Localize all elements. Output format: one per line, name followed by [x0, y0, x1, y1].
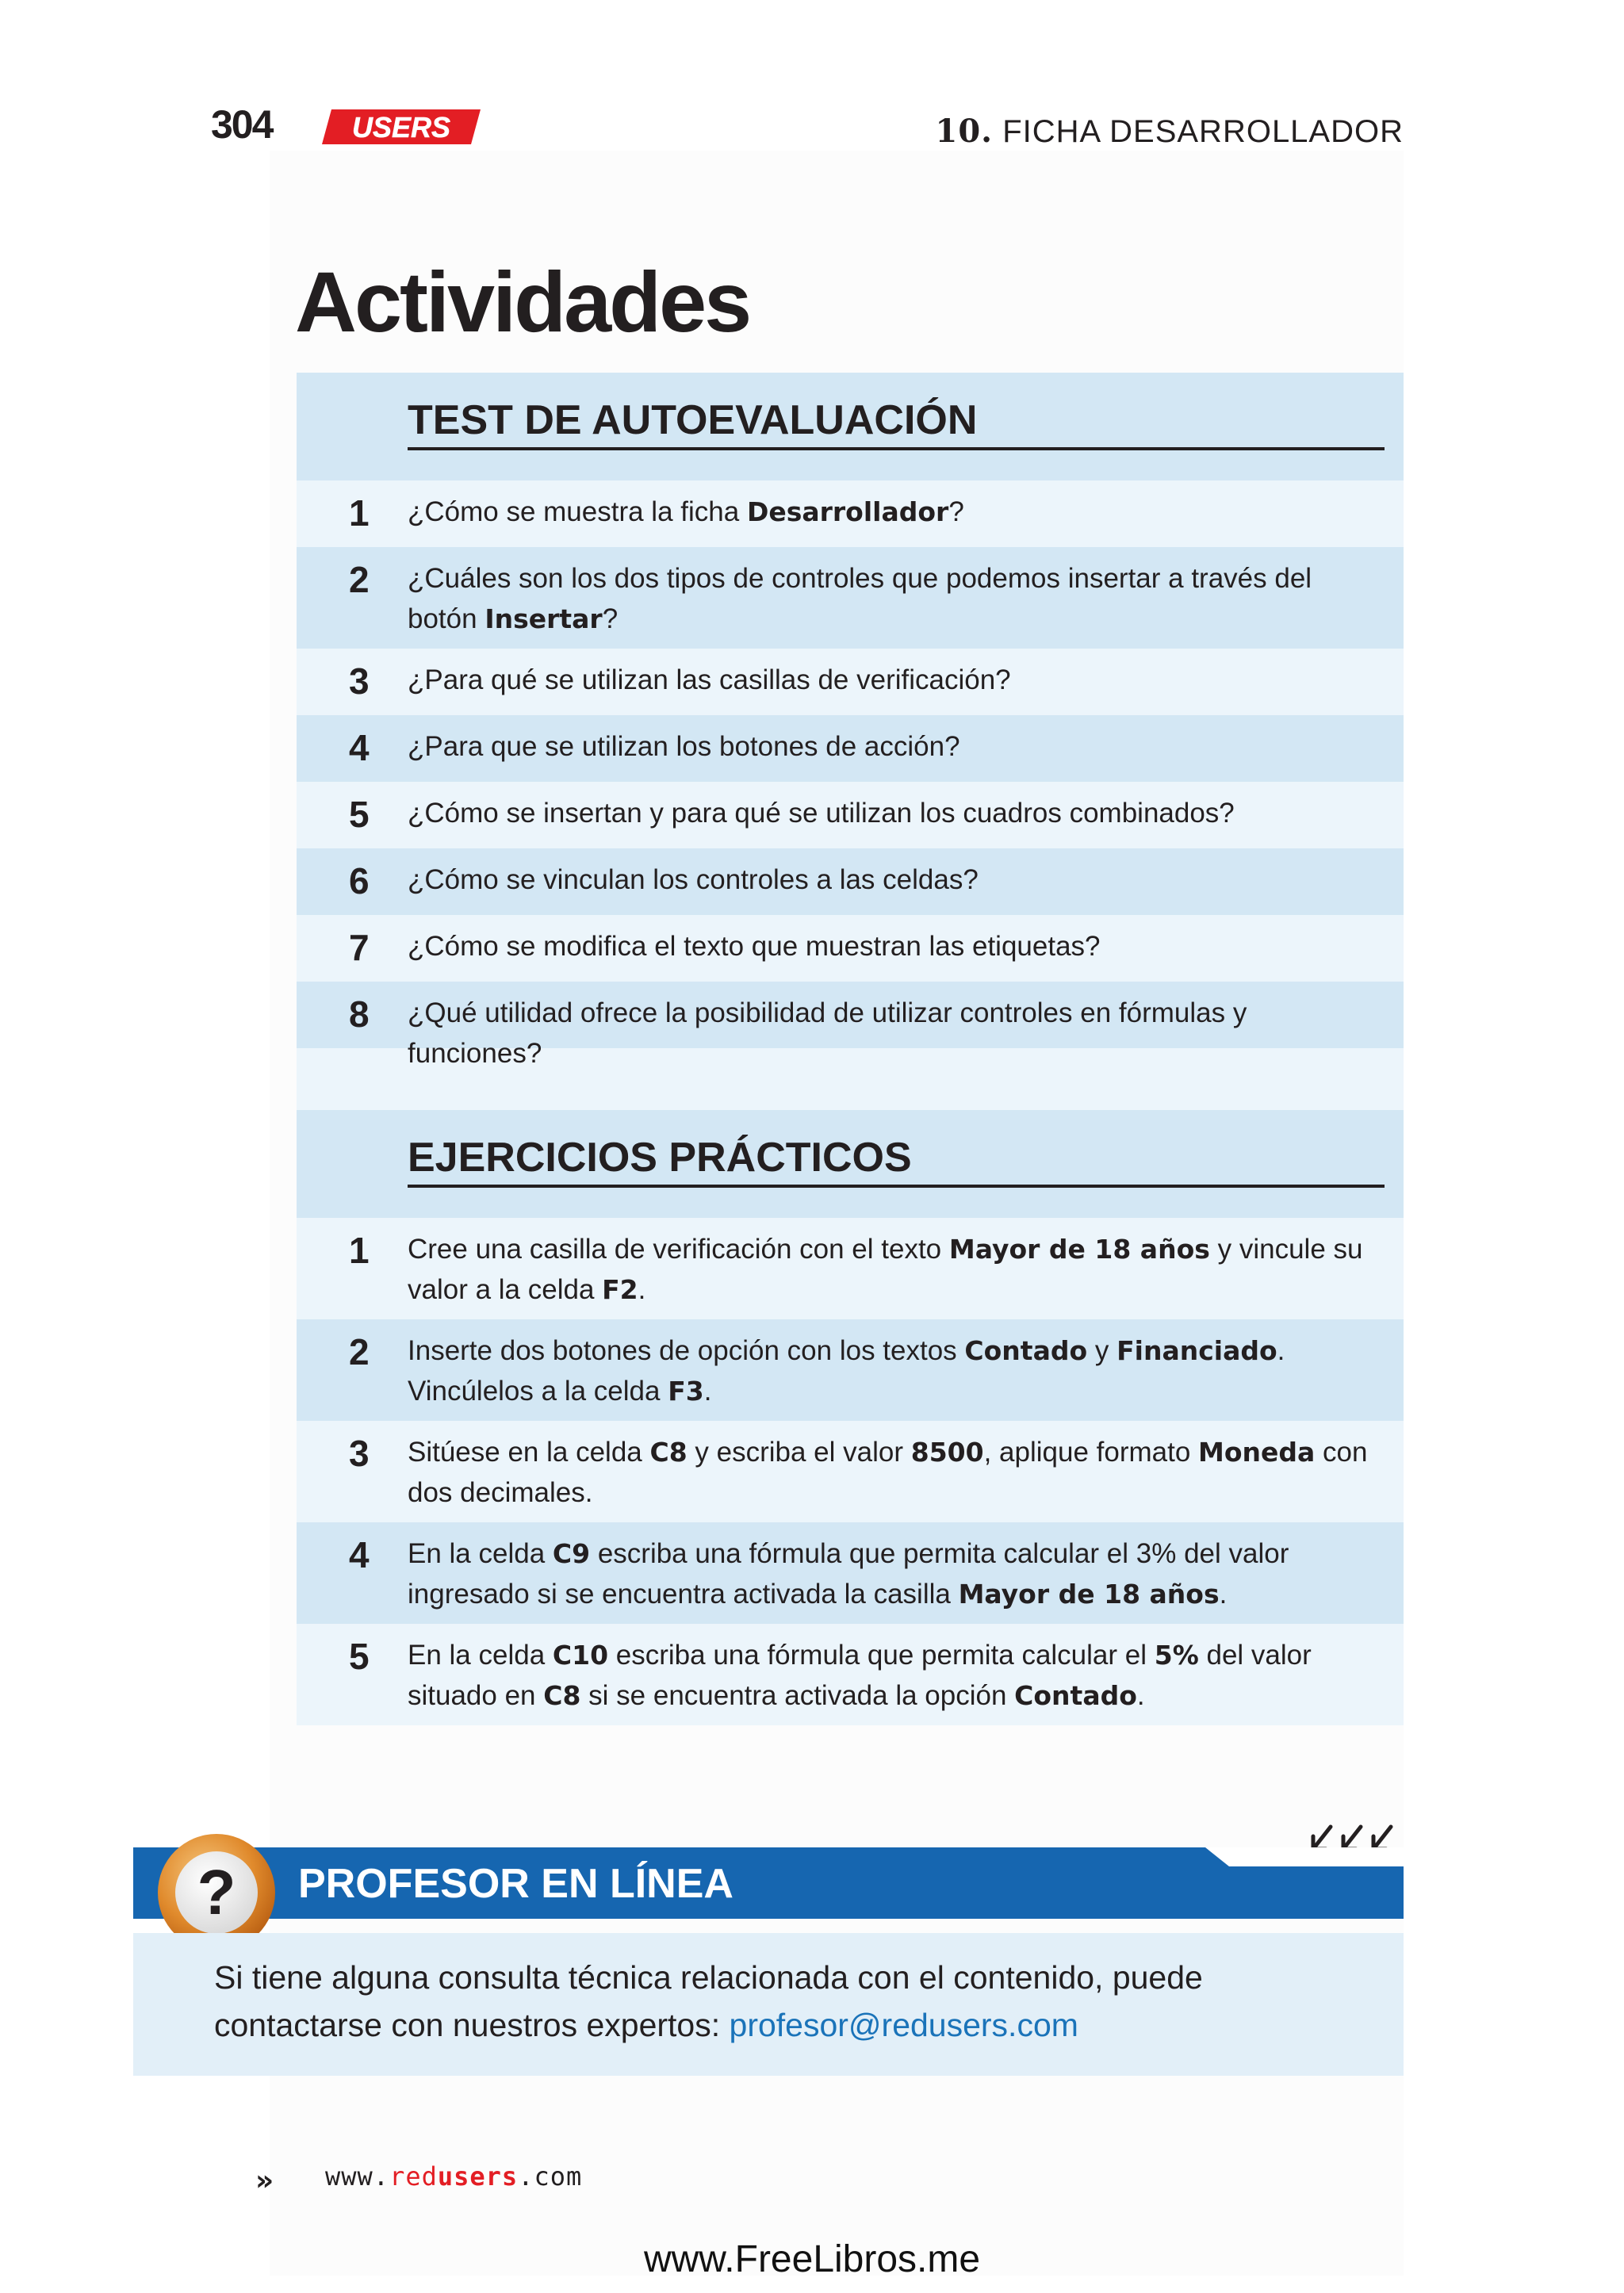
question-text: ¿Cuáles son los dos tipos de controles que podemos insertar a través del botón Insertar?	[408, 563, 1312, 634]
self-test-heading: TEST DE AUTOEVALUACIÓN	[408, 397, 978, 443]
chapter-number: 10.	[935, 113, 994, 150]
page-title: Actividades	[295, 254, 750, 350]
question-text: ¿Para que se utilizan los botones de acción?	[408, 731, 960, 762]
question-row	[297, 982, 1404, 1069]
exercise-row	[297, 1522, 1404, 1624]
profesor-title: PROFESOR EN LÍNEA	[298, 1861, 733, 1907]
question-row	[297, 649, 1404, 715]
exercise-row	[297, 1421, 1404, 1522]
question-number: 3	[349, 660, 370, 702]
svg-text:USERS: USERS	[351, 111, 451, 144]
exercise-row	[297, 1319, 1404, 1421]
url-red: red	[389, 2161, 438, 2192]
question-text: ¿Cómo se insertan y para qué se utilizan los cuadros combinados?	[408, 798, 1235, 829]
question-number: 4	[349, 727, 370, 768]
banner-notch	[1205, 1847, 1411, 1866]
exercise-text: Sitúese en la celda C8 y escriba el valor 8500, aplique formato Moneda con dos decimales.	[408, 1437, 1368, 1508]
question-number: 2	[349, 559, 370, 600]
question-text: ¿Cómo se modifica el texto que muestran las etiquetas?	[408, 931, 1101, 962]
exercise-number: 3	[349, 1433, 370, 1474]
profesor-email-link[interactable]: profesor@redusers.com	[729, 2007, 1078, 2043]
question-row	[297, 915, 1404, 982]
question-number: 7	[349, 927, 370, 968]
profesor-message: Si tiene alguna consulta técnica relacionada con el contenido, puede contactarse con nuestros expertos:	[214, 1959, 1203, 2043]
url-brand: users	[437, 2161, 519, 2192]
heading-rule	[408, 1185, 1385, 1188]
users-logo	[322, 109, 481, 144]
page-number: 304	[211, 102, 273, 147]
exercise-number: 4	[349, 1534, 370, 1575]
exercise-text: Inserte dos botones de opción con los textos Contado y Financiado. Vincúlelos a la celda F3.	[408, 1335, 1285, 1407]
footer-url[interactable]	[325, 2161, 582, 2192]
exercises-header	[297, 1110, 1404, 1218]
question-number: 6	[349, 860, 370, 902]
self-test-header	[297, 373, 1404, 480]
watermark-url: www.FreeLibros.me	[643, 2238, 981, 2280]
exercise-number: 2	[349, 1331, 370, 1372]
question-number: 8	[349, 993, 370, 1035]
profesor-text	[214, 1954, 1356, 2049]
exercise-text: Cree una casilla de verificación con el texto Mayor de 18 años y vincule su valor a la celda F2.	[408, 1234, 1363, 1305]
url-suffix: .com	[518, 2161, 583, 2192]
exercise-row	[297, 1218, 1404, 1319]
self-test-section	[297, 373, 1404, 1115]
url-prefix: www.	[325, 2161, 390, 2192]
chapter-heading	[936, 113, 1404, 150]
question-row	[297, 480, 1404, 547]
exercise-number: 5	[349, 1636, 370, 1677]
double-chevron-icon: »	[255, 2165, 270, 2197]
question-row	[297, 547, 1404, 649]
question-text: ¿Cómo se vinculan los controles a las celdas?	[408, 864, 979, 895]
chapter-title: FICHA DESARROLLADOR	[1002, 114, 1404, 149]
exercise-row	[297, 1624, 1404, 1725]
exercises-heading: EJERCICIOS PRÁCTICOS	[408, 1135, 912, 1181]
question-number: 5	[349, 794, 370, 835]
question-row	[297, 848, 1404, 915]
question-text: ¿Qué utilidad ofrece la posibilidad de utilizar controles en fórmulas y funciones?	[408, 997, 1247, 1069]
exercise-text: En la celda C9 escriba una fórmula que permita calcular el 3% del valor ingresado si se encuentra activada la casilla Mayor de 18 años.	[408, 1538, 1289, 1610]
question-row	[297, 782, 1404, 848]
question-text: ¿Para qué se utilizan las casillas de verificación?	[408, 664, 1011, 695]
question-row	[297, 715, 1404, 782]
question-number: 1	[349, 492, 370, 534]
exercises-section	[297, 1110, 1404, 1725]
question-text: ¿Cómo se muestra la ficha Desarrollador?	[408, 496, 964, 527]
exercise-text: En la celda C10 escriba una fórmula que permita calcular el 5% del valor situado en C8 si se encuentra activada la opción Contado.	[408, 1640, 1312, 1711]
heading-rule	[408, 447, 1385, 450]
svg-text:?: ?	[197, 1857, 236, 1927]
exercise-number: 1	[349, 1230, 370, 1271]
